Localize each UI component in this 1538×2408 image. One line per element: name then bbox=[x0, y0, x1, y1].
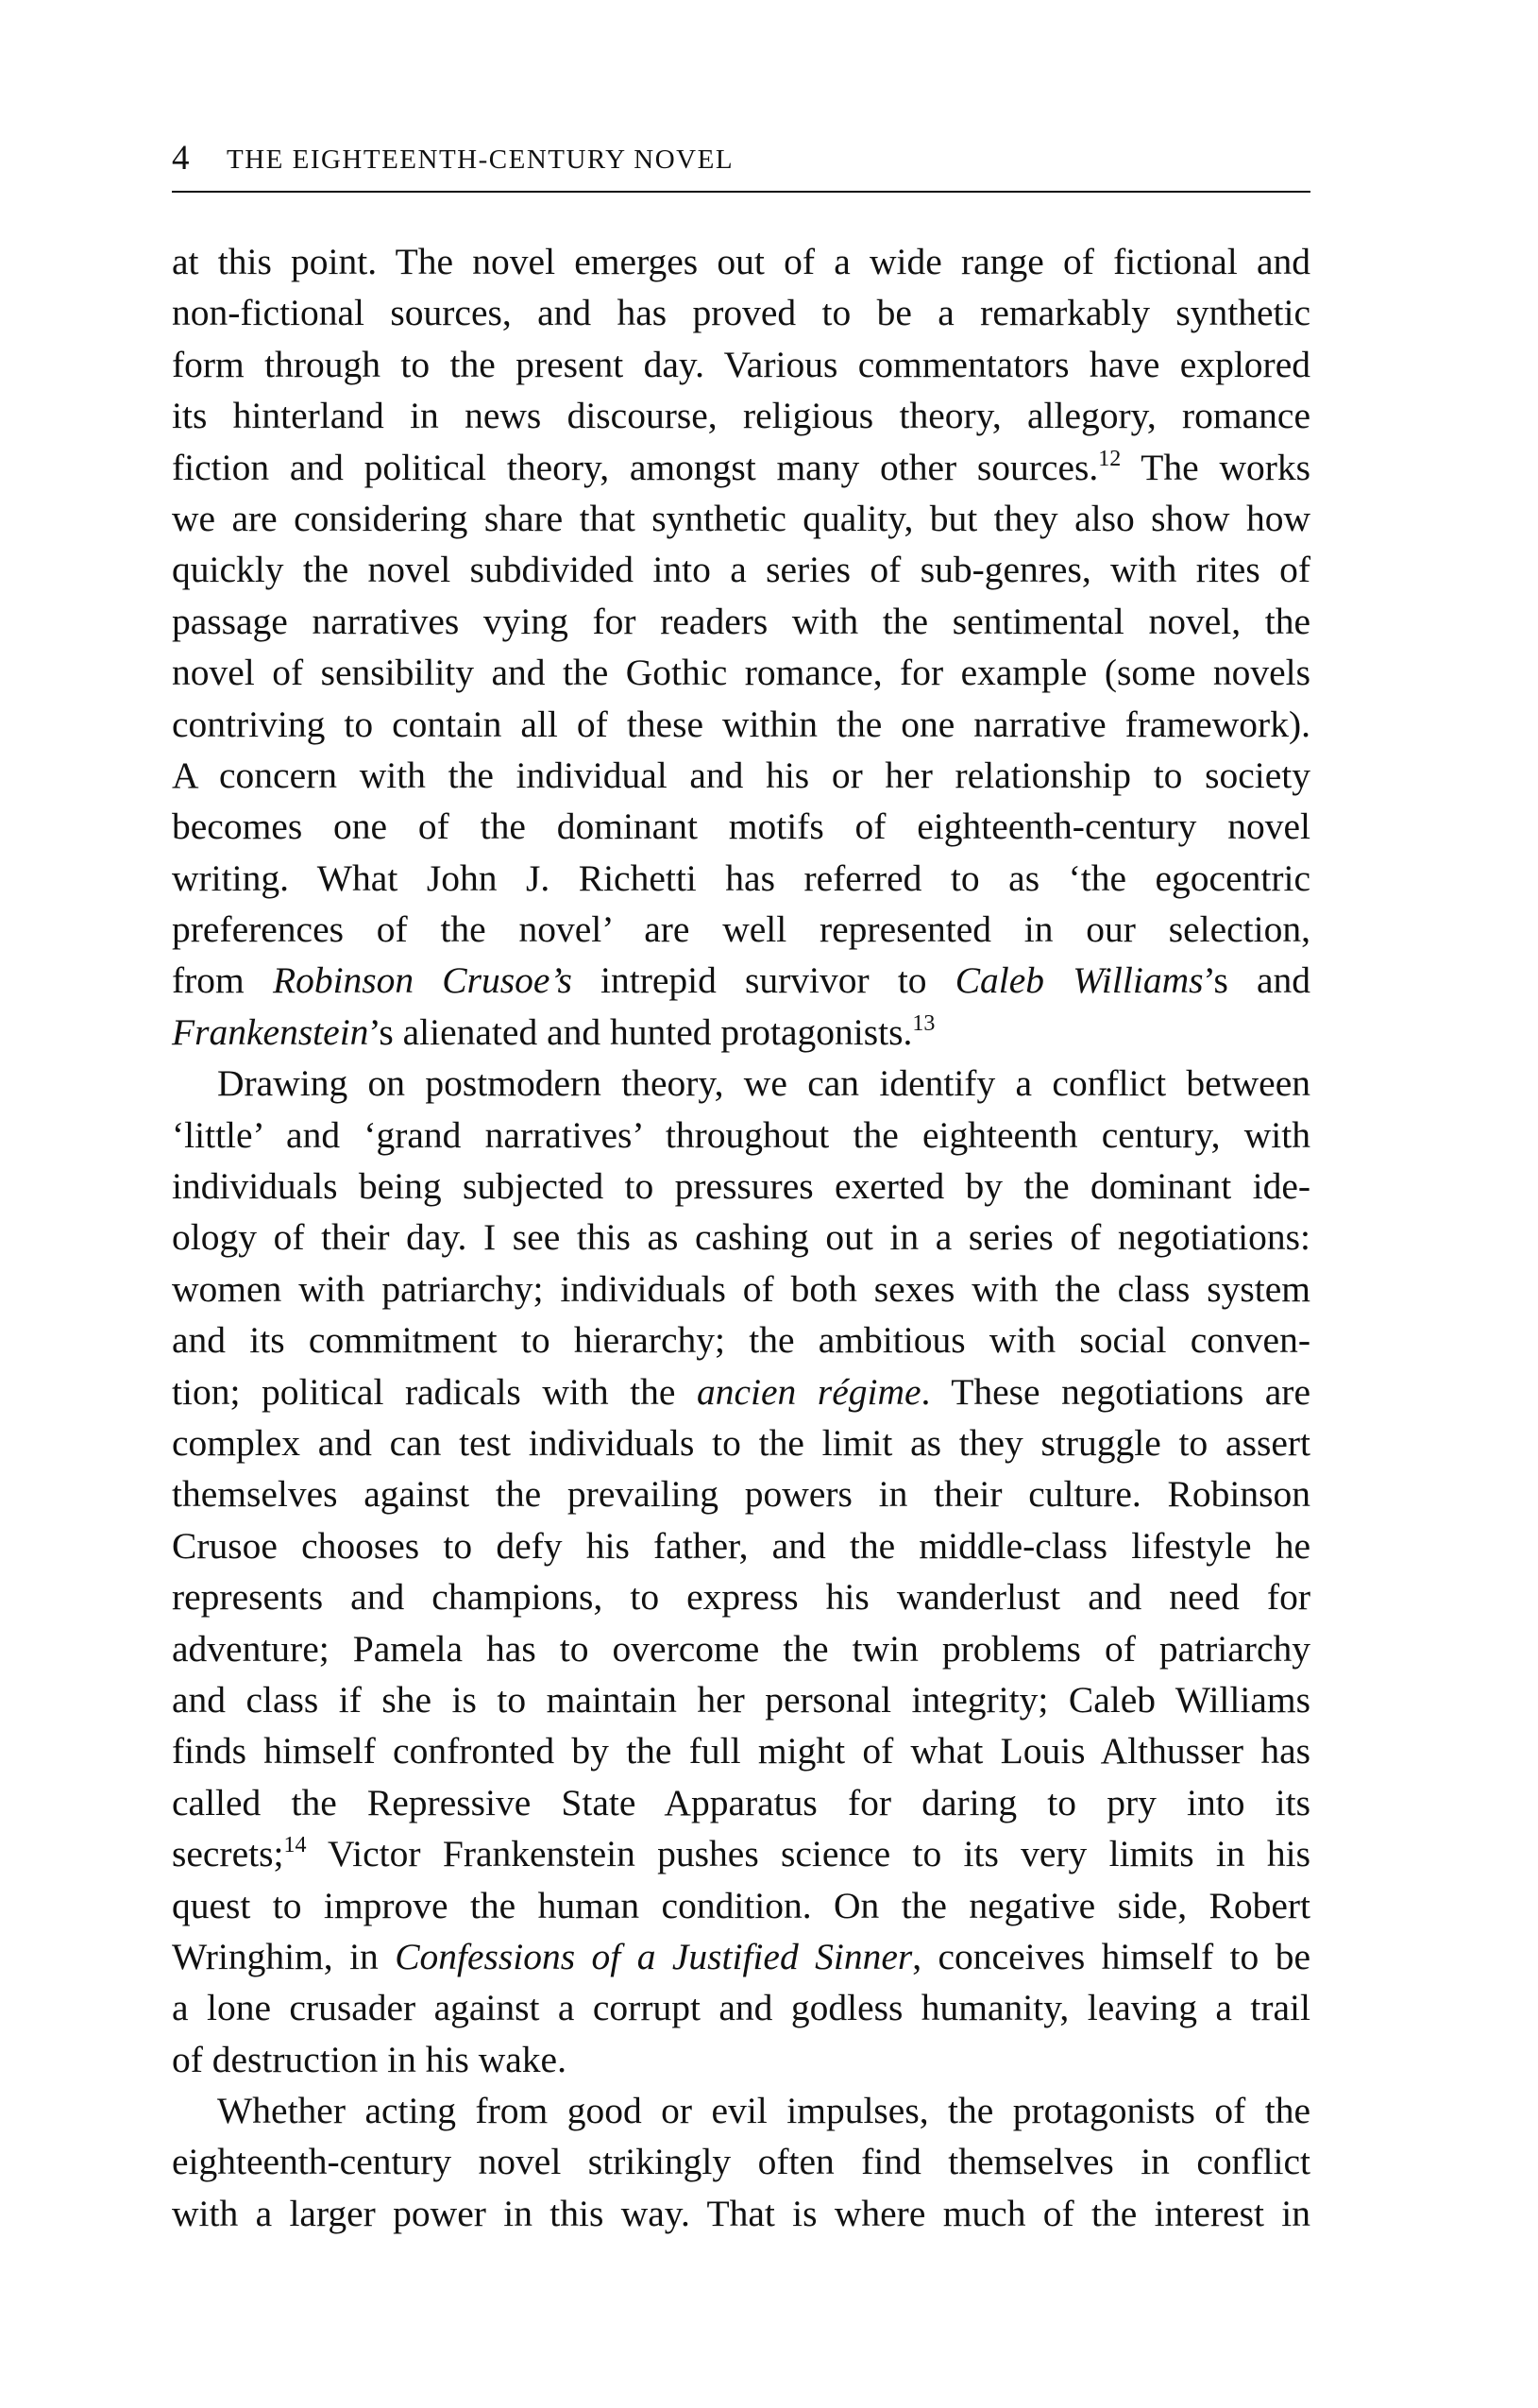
text-line: from Robinson Crusoe’s intrepid survivor to Caleb Williams’s and bbox=[172, 959, 1311, 1002]
text-line: passage narratives vying for readers with the sentimental novel, the bbox=[172, 600, 1310, 642]
paragraph bbox=[172, 2085, 1310, 2239]
text-line: ‘little’ and ‘grand narratives’ throughout the eighteenth century, with bbox=[172, 1113, 1310, 1156]
text-line: themselves against the prevailing powers in their culture. Robinson bbox=[172, 1473, 1310, 1516]
text-line: becomes one of the dominant motifs of eighteenth-century novel bbox=[172, 805, 1310, 848]
italic-title: ancien régime bbox=[696, 1370, 921, 1413]
text-line: tion; political radicals with the ancien régime. These negotiations are bbox=[172, 1370, 1310, 1413]
text-line: women with patriarchy; individuals of both sexes with the class system bbox=[172, 1267, 1310, 1310]
italic-title: Robinson Crusoe’s bbox=[272, 959, 572, 1002]
footnote-marker: 13 bbox=[912, 1010, 936, 1036]
text-line: represents and champions, to express his wanderlust and need for bbox=[172, 1576, 1310, 1619]
italic-title: Confessions of a Justified Sinner bbox=[395, 1935, 913, 1977]
text-line: ology of their day. I see this as cashing out in a series of negotiations: bbox=[172, 1216, 1310, 1259]
italic-title: Caleb Williams bbox=[955, 959, 1204, 1002]
text-line: at this point. The novel emerges out of a wide range of fictional and bbox=[172, 241, 1310, 282]
text-line: Whether acting from good or evil impulses, the protagonists of the bbox=[217, 2090, 1310, 2132]
text-line: called the Repressive State Apparatus for daring to pry into its bbox=[172, 1781, 1310, 1823]
paragraph bbox=[172, 1058, 1310, 2085]
body-text bbox=[172, 236, 1310, 2239]
italic-title: Frankenstein bbox=[172, 1010, 369, 1053]
text-line: with a larger power in this way. That is where much of the interest in bbox=[172, 2192, 1310, 2234]
page-number: 4 bbox=[172, 139, 190, 178]
text-line: writing. What John J. Richetti has referred to as ‘the egocentric bbox=[172, 856, 1310, 899]
footnote-marker: 12 bbox=[1098, 446, 1122, 471]
text-line: Frankenstein’s alienated and hunted protagonists.$^{13}$ bbox=[172, 1010, 936, 1053]
text-line: A concern with the individual and his or her relationship to society bbox=[172, 754, 1310, 796]
text-line: fiction and political theory, amongst many other sources.$^{12}$ The works bbox=[172, 446, 1311, 488]
running-title: THE EIGHTEENTH-CENTURY NOVEL bbox=[227, 144, 735, 175]
text-line: a lone crusader against a corrupt and godless humanity, leaving a trail bbox=[172, 1987, 1310, 2029]
text-line: adventure; Pamela has to overcome the twin problems of patriarchy bbox=[172, 1627, 1310, 1670]
text-line: novel of sensibility and the Gothic romance, for example (some novels bbox=[172, 652, 1310, 694]
running-head bbox=[172, 140, 1310, 193]
text-line: and its commitment to hierarchy; the ambitious with social conven- bbox=[172, 1319, 1310, 1362]
text-line: its hinterland in news discourse, religious theory, allegory, romance bbox=[172, 395, 1310, 437]
text-line: and class if she is to maintain her personal integrity; Caleb Williams bbox=[172, 1678, 1310, 1721]
text-line: quest to improve the human condition. On the negative side, Robert bbox=[172, 1884, 1310, 1926]
text-line: complex and can test individuals to the limit as they struggle to assert bbox=[172, 1421, 1310, 1464]
paragraph bbox=[172, 236, 1310, 1058]
text-line: individuals being subjected to pressures exerted by the dominant ide- bbox=[172, 1165, 1310, 1208]
text-line: of destruction in his wake. bbox=[172, 2038, 566, 2080]
text-line: finds himself confronted by the full might of what Louis Althusser has bbox=[172, 1730, 1310, 1772]
text-line: Drawing on postmodern theory, we can identify a conflict between bbox=[217, 1062, 1310, 1105]
text-line: Crusoe chooses to defy his father, and the middle-class lifestyle he bbox=[172, 1524, 1310, 1567]
text-line: contriving to contain all of these within the one narrative framework). bbox=[172, 703, 1310, 745]
text-line: secrets;$^{14}$ Victor Frankenstein pushes science to its very limits in his bbox=[172, 1833, 1310, 1875]
text-line: preferences of the novel’ are well represented in our selection, bbox=[172, 908, 1310, 951]
text-line: quickly the novel subdivided into a series of sub-genres, with rites of bbox=[172, 549, 1310, 591]
text-line: form through to the present day. Various commentators have explored bbox=[172, 343, 1310, 385]
text-line: we are considering share that synthetic quality, but they also show how bbox=[172, 497, 1310, 539]
footnote-marker: 14 bbox=[283, 1833, 307, 1858]
text-line: Wringhim, in Confessions of a Justified Sinner, conceives himself to be bbox=[172, 1935, 1310, 1977]
text-line: non-fictional sources, and has proved to be a remarkably synthetic bbox=[172, 292, 1310, 334]
text-line: eighteenth-century novel strikingly often find themselves in conflict bbox=[172, 2141, 1310, 2183]
